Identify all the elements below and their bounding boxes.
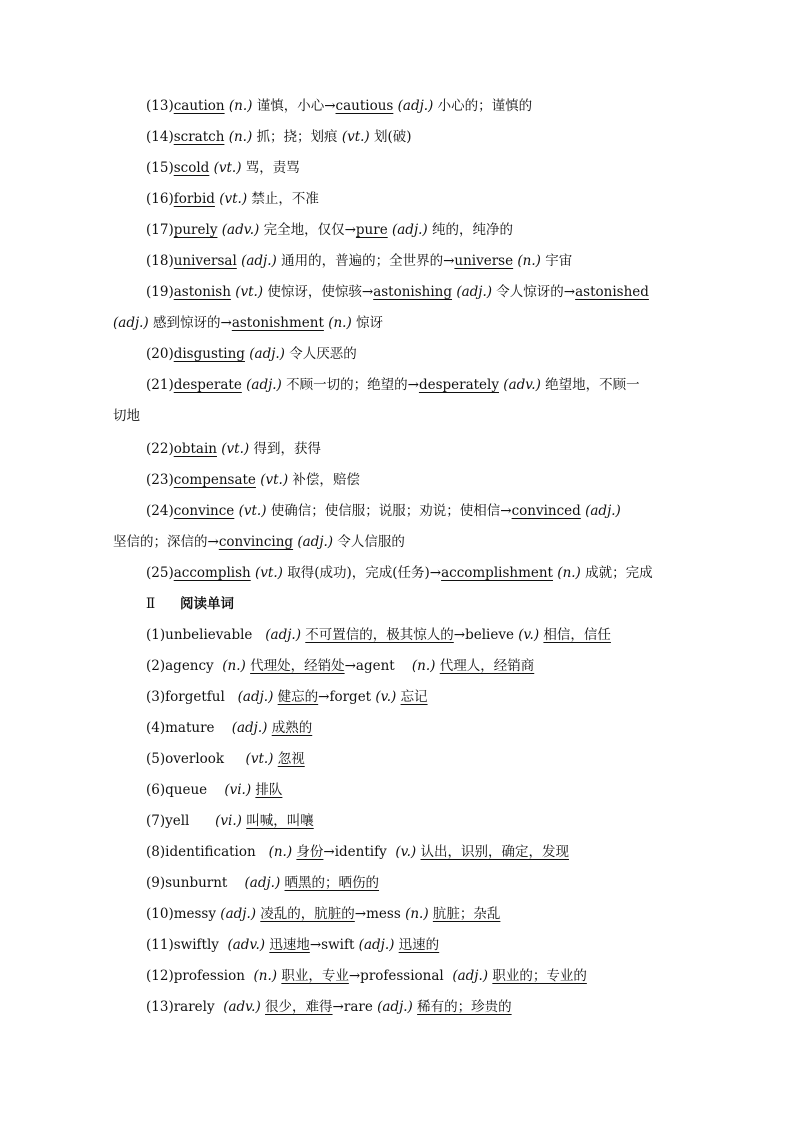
answer-meaning: 不可置信的，极其惊人的	[305, 627, 454, 643]
item-number: (24)	[146, 503, 174, 519]
meaning: 宇宙	[540, 253, 573, 269]
meaning: 取得(成功)，完成(任务)→	[282, 565, 442, 581]
answer-meaning: 很少，难得	[265, 999, 333, 1015]
meaning: 惊讶	[351, 315, 384, 331]
meaning: 禁止，不准	[247, 191, 319, 207]
arrow: →	[344, 658, 356, 674]
part-of-speech: (adj.)	[452, 968, 489, 984]
part-of-speech: (adv.)	[221, 222, 260, 238]
section-title: 阅读单词	[180, 596, 234, 612]
reading-line-3	[146, 686, 428, 708]
vocab-line-14	[146, 126, 412, 148]
reading-line-6	[146, 779, 282, 801]
related-word: professional	[360, 968, 444, 984]
item-number: (1)	[146, 627, 166, 643]
answer-meaning: 肮脏；杂乱	[432, 906, 501, 922]
part-of-speech: (adj.)	[391, 222, 428, 238]
meaning: 使确信；使信服；说服；劝说；使相信→	[266, 503, 512, 519]
answer-word: universal	[173, 253, 237, 269]
meaning: 骂，责骂	[241, 160, 300, 176]
part-of-speech: (vt.)	[260, 472, 289, 488]
answer-word: universe	[454, 253, 514, 269]
reading-line-13	[146, 996, 512, 1018]
answer-meaning: 相信，信任	[543, 627, 611, 643]
part-of-speech: (adj.)	[231, 720, 268, 736]
answer-word: astonishing	[373, 284, 453, 300]
related-word: forget	[329, 689, 372, 705]
arrow: →	[354, 906, 367, 922]
part-of-speech: (adj.)	[297, 534, 334, 550]
answer-word: pure	[355, 222, 388, 238]
item-number: (2)	[146, 658, 166, 674]
section-heading	[146, 593, 234, 615]
item-number: (4)	[146, 720, 166, 736]
part-of-speech: (adj.)	[358, 937, 395, 953]
answer-meaning: 凌乱的，肮脏的	[260, 906, 355, 922]
meaning: 通用的，普遍的；全世界的→	[276, 253, 455, 269]
part-of-speech: (n.)	[228, 129, 253, 145]
answer-word: cautious	[335, 98, 394, 114]
vocab-line-19	[146, 281, 649, 303]
vocab-line-15	[146, 157, 300, 179]
part-of-speech: (n.)	[405, 906, 429, 922]
item-number: (21)	[146, 377, 174, 393]
part-of-speech: (adv.)	[223, 999, 261, 1015]
part-of-speech: (vt.)	[219, 191, 248, 207]
item-number: (8)	[146, 844, 166, 860]
vocab-line-17	[146, 219, 513, 241]
reading-word: queue	[165, 782, 208, 798]
vocab-line-23	[146, 469, 360, 491]
reading-line-2	[146, 655, 534, 677]
answer-meaning: 排队	[255, 782, 283, 798]
item-number: (14)	[146, 129, 174, 145]
reading-word: profession	[173, 968, 245, 984]
item-number: (20)	[146, 346, 174, 362]
part-of-speech: (adj.)	[220, 906, 256, 922]
related-word: swift	[321, 937, 355, 953]
part-of-speech: (n.)	[228, 98, 253, 114]
part-of-speech: (adj.)	[585, 503, 621, 519]
reading-word: unbelievable	[165, 627, 253, 643]
answer-word: astonishment	[231, 315, 324, 331]
arrow: →	[309, 937, 322, 953]
item-number: (10)	[146, 906, 174, 922]
item-number: (6)	[146, 782, 166, 798]
meaning: 不顾一切的；绝望的→	[281, 377, 419, 393]
reading-word: overlook	[165, 751, 225, 767]
reading-word: mature	[165, 720, 215, 736]
item-number: (5)	[146, 751, 166, 767]
related-word: believe	[465, 627, 514, 643]
meaning: 感到惊讶的→	[148, 315, 232, 331]
part-of-speech: (v.)	[395, 844, 417, 860]
arrow: →	[318, 689, 330, 705]
meaning: 切地	[113, 408, 140, 424]
answer-meaning: 晒黑的；晒伤的	[284, 875, 380, 891]
related-word: agent	[355, 658, 395, 674]
item-number: (16)	[146, 191, 174, 207]
part-of-speech: (adj.)	[249, 346, 285, 362]
answer-word: convince	[173, 503, 235, 519]
reading-line-8	[146, 841, 569, 863]
answer-meaning: 职业，专业	[281, 968, 349, 984]
part-of-speech: (adj.)	[246, 377, 282, 393]
section-numeral: Ⅱ	[146, 596, 156, 612]
answer-word: astonish	[173, 284, 231, 300]
item-number: (9)	[146, 875, 166, 891]
part-of-speech: (vi.)	[215, 813, 242, 829]
answer-meaning: 迅速的	[398, 937, 440, 953]
reading-word: swiftly	[173, 937, 219, 953]
reading-line-4	[146, 717, 312, 739]
answer-meaning: 代理处，经销处	[250, 658, 345, 674]
reading-line-11	[146, 934, 439, 956]
meaning: 令人信服的	[333, 534, 405, 550]
reading-word: rarely	[173, 999, 215, 1015]
item-number: (11)	[146, 937, 174, 953]
answer-meaning: 叫喊，叫嚷	[246, 813, 314, 829]
item-number: (7)	[146, 813, 166, 829]
part-of-speech: (adj.)	[397, 98, 434, 114]
meaning: 抓；挠；划痕	[252, 129, 342, 145]
reading-line-12	[146, 965, 587, 987]
vocab-line-24	[146, 500, 621, 522]
answer-word: scratch	[173, 129, 225, 145]
answer-meaning: 成熟的	[271, 720, 313, 736]
answer-word: scold	[173, 160, 210, 176]
answer-meaning: 认出，识别，确定，发现	[420, 844, 569, 860]
item-number: (25)	[146, 565, 174, 581]
answer-word: compensate	[173, 472, 256, 488]
related-word: mess	[366, 906, 401, 922]
meaning: 成就；完成	[580, 565, 653, 581]
meaning: 完全地，仅仅→	[259, 222, 356, 238]
answer-word: desperate	[173, 377, 242, 393]
vocab-line-22	[146, 438, 321, 460]
meaning: 使惊讶，使惊骇→	[263, 284, 374, 300]
part-of-speech: (vt.)	[255, 565, 283, 581]
part-of-speech: (n.)	[517, 253, 541, 269]
answer-word: convinced	[511, 503, 581, 519]
answer-meaning: 忽视	[277, 751, 305, 767]
answer-word: accomplishment	[441, 565, 553, 581]
part-of-speech: (n.)	[328, 315, 352, 331]
answer-meaning: 稀有的；珍贵的	[417, 999, 512, 1015]
vocab-line-19-cont	[113, 312, 383, 334]
answer-word: convincing	[218, 534, 294, 550]
item-number: (19)	[146, 284, 174, 300]
vocab-line-18	[146, 250, 572, 272]
part-of-speech: (n.)	[222, 658, 246, 674]
reading-line-7	[146, 810, 314, 832]
meaning: 得到，获得	[249, 441, 321, 457]
reading-word: sunburnt	[165, 875, 228, 891]
part-of-speech: (vt.)	[221, 441, 250, 457]
answer-word: caution	[173, 98, 225, 114]
part-of-speech: (vt.)	[213, 160, 242, 176]
answer-meaning: 健忘的	[277, 689, 319, 705]
part-of-speech: (n.)	[268, 844, 293, 860]
part-of-speech: (adj.)	[237, 689, 274, 705]
answer-word: desperately	[418, 377, 499, 393]
part-of-speech: (n.)	[557, 565, 581, 581]
reading-word: yell	[165, 813, 190, 829]
answer-word: obtain	[173, 441, 217, 457]
part-of-speech: (v.)	[518, 627, 540, 643]
part-of-speech: (adj.)	[377, 999, 413, 1015]
reading-line-9	[146, 872, 379, 894]
vocab-line-20	[146, 343, 357, 365]
part-of-speech: (adv.)	[227, 937, 266, 953]
part-of-speech: (vt.)	[238, 503, 267, 519]
item-number: (22)	[146, 441, 174, 457]
item-number: (3)	[146, 689, 166, 705]
reading-word: messy	[173, 906, 216, 922]
meaning: 绝望地，不顾一	[540, 377, 640, 393]
reading-word: agency	[165, 658, 214, 674]
reading-line-1	[146, 624, 611, 646]
vocab-line-25	[146, 562, 653, 584]
part-of-speech: (vt.)	[245, 751, 274, 767]
part-of-speech: (adv.)	[503, 377, 541, 393]
item-number: (18)	[146, 253, 174, 269]
reading-word: identification	[165, 844, 256, 860]
vocab-line-21-cont	[113, 405, 140, 427]
reading-line-5	[146, 748, 305, 770]
meaning: 谨慎，小心→	[252, 98, 336, 114]
part-of-speech: (adj.)	[244, 875, 281, 891]
answer-word: purely	[173, 222, 218, 238]
item-number: (17)	[146, 222, 174, 238]
answer-word: forbid	[173, 191, 215, 207]
part-of-speech: (adj.)	[456, 284, 493, 300]
meaning: 坚信的；深信的→	[113, 534, 219, 550]
part-of-speech: (adj.)	[265, 627, 301, 643]
part-of-speech: (adj.)	[241, 253, 277, 269]
item-number: (23)	[146, 472, 174, 488]
part-of-speech: (n.)	[253, 968, 278, 984]
answer-meaning: 代理人，经销商	[439, 658, 535, 674]
answer-word: accomplish	[173, 565, 251, 581]
item-number: (12)	[146, 968, 174, 984]
part-of-speech: (n.)	[411, 658, 436, 674]
arrow: →	[348, 968, 361, 984]
reading-line-10	[146, 903, 500, 925]
meaning: 纯的，纯净的	[427, 222, 513, 238]
answer-meaning: 身份	[296, 844, 324, 860]
item-number: (13)	[146, 999, 174, 1015]
meaning: 令人厌恶的	[284, 346, 357, 362]
answer-meaning: 职业的；专业的	[492, 968, 587, 984]
vocab-line-21	[146, 374, 640, 396]
vocab-line-16	[146, 188, 319, 210]
vocab-line-24-cont	[113, 531, 405, 553]
item-number: (13)	[146, 98, 174, 114]
arrow: →	[332, 999, 344, 1015]
part-of-speech: (adj.)	[113, 315, 149, 331]
part-of-speech: (v.)	[375, 689, 397, 705]
reading-word: forgetful	[165, 689, 225, 705]
related-word: identify	[334, 844, 387, 860]
meaning: 划(破)	[369, 129, 412, 145]
meaning: 补偿，赔偿	[288, 472, 360, 488]
arrow: →	[453, 627, 466, 643]
related-word: rare	[343, 999, 373, 1015]
meaning: 令人惊讶的→	[492, 284, 576, 300]
answer-word: astonished	[575, 284, 649, 300]
part-of-speech: (vt.)	[341, 129, 370, 145]
vocab-line-13	[146, 95, 532, 117]
arrow: →	[323, 844, 335, 860]
part-of-speech: (vt.)	[235, 284, 264, 300]
answer-meaning: 迅速地	[269, 937, 310, 953]
item-number: (15)	[146, 160, 174, 176]
answer-word: disgusting	[173, 346, 245, 362]
part-of-speech: (vi.)	[224, 782, 252, 798]
answer-meaning: 忘记	[400, 689, 428, 705]
meaning: 小心的；谨慎的	[433, 98, 533, 114]
